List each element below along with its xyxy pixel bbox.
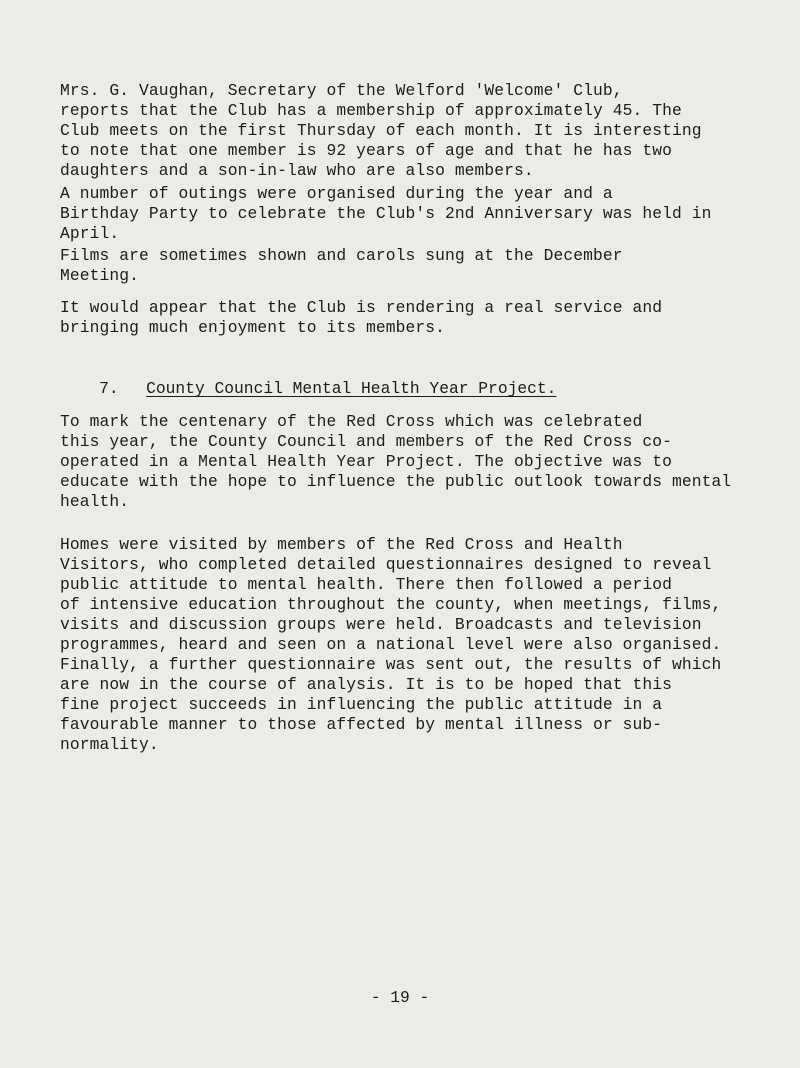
text-line: are now in the course of analysis. It is to be hoped that this [60,675,672,694]
text-line: Homes were visited by members of the Red Cross and Health [60,535,623,554]
text-line: To mark the centenary of the Red Cross which was celebrated [60,412,643,431]
page-number: - 19 - [370,988,430,1007]
text-line: of intensive education throughout the county, when meetings, films, [60,595,722,614]
text-line: A number of outings were organised during the year and a [60,184,613,203]
text-line: health. [60,492,130,511]
text-line: visits and discussion groups were held. Broadcasts and television [60,615,702,634]
text-line: favourable manner to those affected by mental illness or sub- [60,715,663,734]
text-line: normality. [60,735,159,754]
text-line: Mrs. G. Vaughan, Secretary of the Welford 'Welcome' Club, [60,81,623,100]
text-line: programmes, heard and seen on a national level were also organised. [60,635,722,654]
text-line: fine project succeeds in influencing the public attitude in a [60,695,663,714]
text-line: this year, the County Council and members of the Red Cross co- [60,432,672,451]
paragraph-outings [60,184,780,244]
text-line: Finally, a further questionnaire was sent out, the results of which [60,655,722,674]
paragraph-welcome-club [60,81,780,181]
section-number: 7. [99,379,119,398]
text-line: operated in a Mental Health Year Project. The objective was to [60,452,672,471]
text-line: April. [60,224,120,243]
text-line: Films are sometimes shown and carols sung at the December [60,246,623,265]
text-line: Birthday Party to celebrate the Club's 2nd Anniversary was held in [60,204,712,223]
text-line: educate with the hope to influence the public outlook towards mental [60,472,732,491]
text-line: Visitors, who completed detailed questionnaires designed to reveal [60,555,712,574]
text-line: Club meets on the first Thursday of each month. It is interesting [60,121,702,140]
paragraph-films [60,246,780,286]
paragraph-homes-visited [60,535,780,755]
paragraph-centenary [60,412,780,512]
text-line: public attitude to mental health. There then followed a period [60,575,672,594]
text-line: to note that one member is 92 years of age and that he has two [60,141,672,160]
section-title: County Council Mental Health Year Project. [146,379,557,398]
text-line: It would appear that the Club is rendering a real service and [60,298,663,317]
text-line: bringing much enjoyment to its members. [60,318,445,337]
text-line: daughters and a son-in-law who are also members. [60,161,534,180]
section-heading [60,359,556,419]
text-line: Meeting. [60,266,139,285]
text-line: reports that the Club has a membership of approximately 45. The [60,101,682,120]
paragraph-service [60,298,780,338]
